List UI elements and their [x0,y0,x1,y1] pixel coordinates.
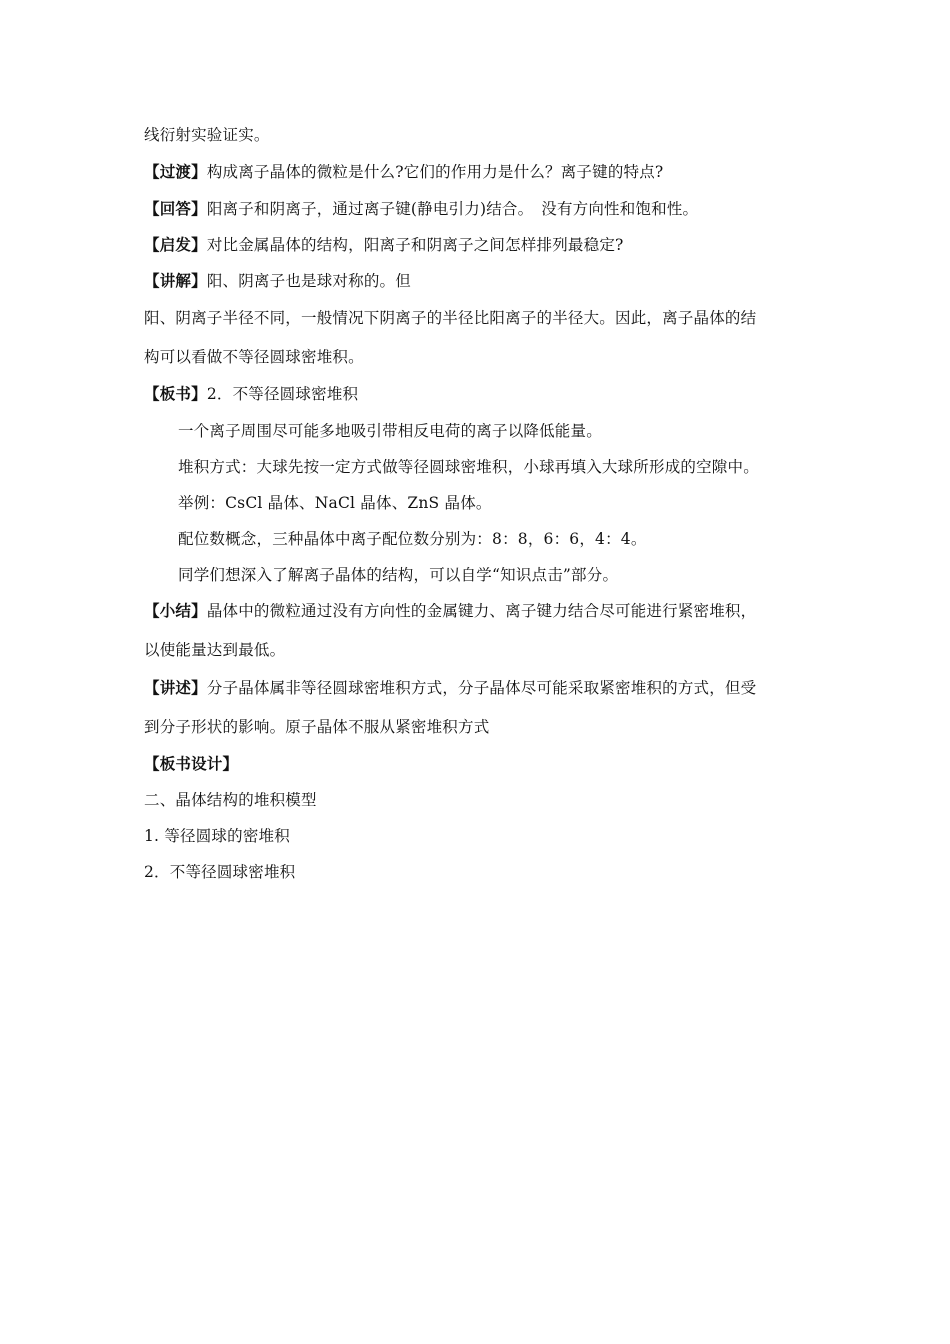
section-tag: 【板书】 [144,384,207,403]
line-text: 1. 等径圆球的密堆积 [144,827,290,845]
line-text: 一个离子周围尽可能多地吸引带相反电荷的离子以降低能量。 [178,422,602,440]
text-line-10 [178,457,759,477]
line-text: 二、晶体结构的堆积模型 [144,791,317,809]
text-line-17 [144,717,489,737]
line-text: 阳、阴离子半径不同，一般情况下阴离子的半径比阳离子的半径大。因此，离子晶体的结 [144,309,757,327]
text-line-11 [178,493,492,513]
line-text: 到分子形状的影响。原子晶体不服从紧密堆积方式 [144,718,490,736]
line-text: 对比金属晶体的结构，阳离子和阴离子之间怎样排列最稳定? [206,236,624,254]
section-tag: 【过渡】 [144,162,207,181]
line-text: 分子晶体属非等径圆球密堆积方式，分子晶体尽可能采取紧密堆积的方式，但受 [206,679,757,697]
section-tag: 【板书设计】 [144,754,239,773]
line-text: 以使能量达到最低。 [144,641,286,659]
line-text: 2．不等径圆球密堆积 [144,863,296,881]
text-line-2 [144,162,663,182]
section-tag: 【讲述】 [144,678,207,697]
text-line-5 [144,271,411,291]
text-line-21 [144,862,295,882]
text-line-1 [144,125,270,145]
section-tag: 【讲解】 [144,271,207,290]
text-line-13 [178,565,618,585]
line-text: 2．不等径圆球密堆积 [206,385,359,403]
line-text: 堆积方式：大球先按一定方式做等径圆球密堆积，小球再填入大球所形成的空隙中。 [178,458,759,476]
text-line-19 [144,790,317,810]
text-line-12 [178,529,647,549]
text-line-9 [178,421,602,441]
line-text: 构可以看做不等径圆球密堆积。 [144,348,364,366]
section-tag: 【小结】 [144,601,207,620]
text-line-4 [144,235,624,255]
text-line-16 [144,678,756,698]
text-line-14 [144,601,756,621]
text-line-7 [144,347,364,367]
line-text: 举例：CsCl 晶体、NaCl 晶体、ZnS 晶体。 [178,494,492,512]
line-text: 构成离子晶体的微粒是什么?它们的作用力是什么？离子键的特点? [206,163,664,181]
line-text: 配位数概念，三种晶体中离子配位数分别为：8：8，6：6，4：4。 [178,530,647,548]
section-tag: 【回答】 [144,199,207,218]
text-line-15 [144,640,285,660]
text-line-20 [144,826,290,846]
text-line-8 [144,384,358,404]
line-text: 线衍射实验证实。 [144,126,270,144]
line-text: 阳离子和阴离子，通过离子键(静电引力)结合。 没有方向性和饱和性。 [206,200,699,218]
line-text: 晶体中的微粒通过没有方向性的金属键力、离子键力结合尽可能进行紧密堆积， [206,602,757,620]
text-line-6 [144,308,756,328]
text-line-18 [144,754,238,774]
line-text: 阳、阴离子也是球对称的。但 [206,272,411,290]
line-text: 同学们想深入了解离子晶体的结构，可以自学“知识点击”部分。 [178,566,619,584]
section-tag: 【启发】 [144,235,207,254]
text-line-3 [144,199,698,219]
